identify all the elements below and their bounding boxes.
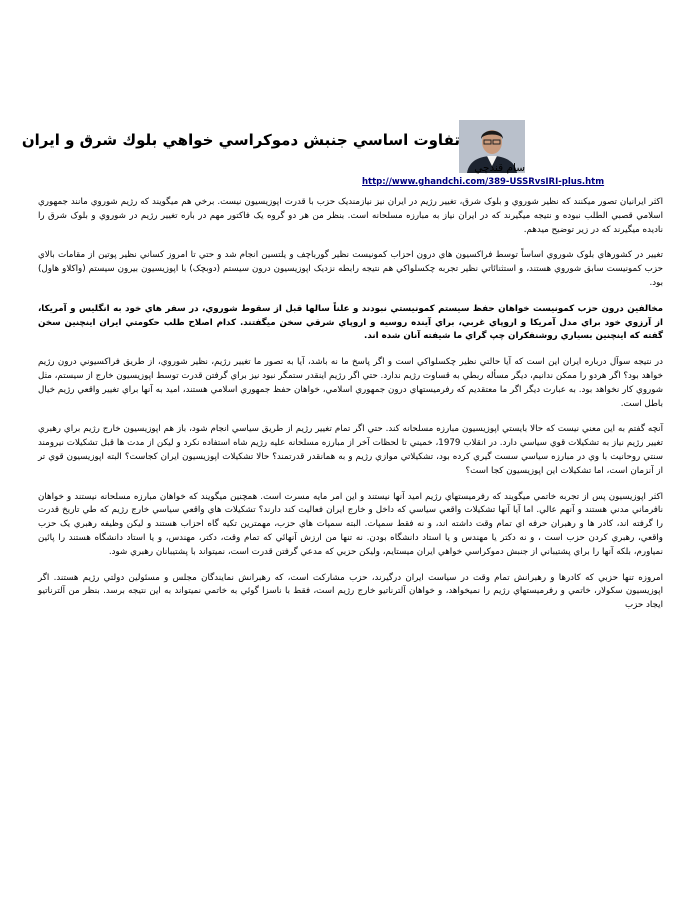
article-link[interactable]: http://www.ghandchi.com/389-USSRvsIRI-plus.htm <box>362 177 605 187</box>
paragraph: اكثر ايرانيان تصور ميكنند كه نظير شوروي و بلوک شرق، تغيير رژيم در ايران نيز نيازمنديک حزب با قدرت اپوزيسيون نيست. برخي هم ميگويند كه رژيم شوروي مانند جمهوري اسلامي قصبي الطلب نبوده و نتيجه ميگيرند كه در ايران نياز به مبارزه مسلحانه است. بنظر من هر دو گروه يک فاكتور مهم در باره تغيير رژيم در شوروي و بلوک شرق را ناديده ميگيرند كه در زير توضيح ميدهم. <box>38 197 663 235</box>
article-body <box>38 196 663 625</box>
paragraph: در نتيجه سوآل درباره ايران اين است كه آيا حالتي نظير چكسلواكي است و اگر پاسخ ما نه باشد، آيا به تصور ما تغيير رژيم، نظير شوروي، از طريق فراكسيوني درون رژيم خواهد بود؟ اگر هردو را ممكن ندانيم، ديگر مسأله ربطي به قساوت رژيم ندارد. حتي اگر رژيم اينقدر ستمگر نبود نيز براي گرفتن قدرت توسط اپوزيسيون خارج از سيستم، مثل شوروي كار نخواهد بود. به عبارت ديگر اگر ما معتقديم كه رفرميستهاي درون جمهوري اسلامي، خواهان حفظ جمهوري اسلامي هستند، اميد به آنها براي تغيير واقعي رژيم خيال باطل است. <box>38 357 663 409</box>
paragraph: تغيير در كشورهاي بلوک شوروي اساساً توسط فراكسيون هاي درون احزاب كمونيست نظير گورباچف و يلتسين انجام شد و حتي تا امروز كساني نظير پوتين از مقامات بالاي حزب كمونيست سابق شوروي هستند، و استثنائاتي نظير تجربه چكسلواكي هم نتيجه رابطه نزديک اپوزيسيون درون سيستم (دوبچک) با اپوزيسيون بيرون سيستم (واكلاو هاول) بود. <box>38 250 663 288</box>
page-title: تفاوت اساسي جنبش دموكراسي خواهي بلوك شرق و ايران <box>21 131 460 149</box>
paragraph: اكثر اپوزيسيون پس از تجربه خاتمي ميگويند كه رفرميستهاي رژيم اميد آنها نيستند و اين امر مايه مسرت است. همچنين ميگويند كه خواهان مبارزه مسلحانه نيستند و خواهان نافرماني مدني هستند و آنهم عالي. اما آيا آنها تشكيلات واقعي سياسي كه داخل و خارج ايران فعاليت كند دارند؟ تشكيلات هاي واقعي سياسي خارج رژيم كه طي تاريخ قدرت را گرفته اند، كادر ها و رهبران حرفه اي تمام وقت داشته اند، و نه فقط سمپات. البته سمپات هاي حزب، مهمترين تكيه گاه احزاب هستند و ليكن وظيفه رهبري يک حزب واقعي، رهبري كردن حزب است ، و نه دكتر يا مهندس و يا استاد دانشگاه بودن. نه تنها من ارزش آنهائي كه تمام وقت، دكتر، مهندس، و يا استاد دانشگاه هستند را پائين نمياورم، بلكه آنها را براي پشتيباني از جنبش دموكراسي خواهي ايران ميستايم، وليكن حزبي كه مدعي گرفتن قدرت است، نميتواند با پشتيبانان رهبري شود. <box>38 491 663 557</box>
paragraph: امروزه تنها حزبي كه كادرها و رهبرانش تمام وقت در سياست ايران درگيرند، حزب مشاركت است، كه رهبرانش نمايندگان مجلس و مسئولين دولتي رژيم هستند. اگر اپوزيسيون سكولار، خاتمي و رفرميستهاي رژيم را نميخواهد، و خواهان آلترناتيو خارج رژيم است، فقط با ناسزا گوئي به خاتمي نميتواند به اين نتيجه برسد. بنظر من آلترناتيو ايجاد حزب <box>38 572 663 611</box>
author-name: سام قندچي <box>474 162 525 174</box>
paragraph: مخالفين درون حزب كمونيست خواهان حفظ سيستم كمونيستي نبودند و علناً سالها قبل از سقوط شوروي، در سفر هاي خود به انگليس و آمريكا، از آرزوي خود براي مدل آمريكا و اروپاي غربي، براي آينده روسيه و اروپاي شرقي سخن ميگفتند. كدام اصلاح طلب حكومتي ايران اينچنين سخن گفته كه اينچنين بسياري روشنفكران چپ گراي ما شيفته آنان شده اند. <box>38 303 663 342</box>
paragraph: آنچه گفتم به اين معني نيست كه حالا بايستي اپوزيسيون مبارزه مسلحانه كند. حتي اگر تمام تغيير رژيم از طريق سياسي انجام شود، باز هم اپوزيسيون خارج رژيم براي رهبري تغيير رژيم نياز به تشكيلات قوي سياسي دارد. در انقلاب 1979، خميني تا لحظات آخر از مبارزه مسلحانه عليه رژيم شاه استفاده نكرد و ليكن از مدت ها قبل تشكيلات نيرومند سنتي روحانيت با وي در مبارزه سياسي سست گيري كرده بود، تشكيلاتي موازي رژيم و به همانقدر قدرتمند؟ حالا تشكيلات اپوزيسيون ايران كجاست؟ البته اپوزيسيون قوي تر از آنزمان است، اما تشكيلات اين اپوزيسيون كجا است؟ <box>38 424 663 476</box>
